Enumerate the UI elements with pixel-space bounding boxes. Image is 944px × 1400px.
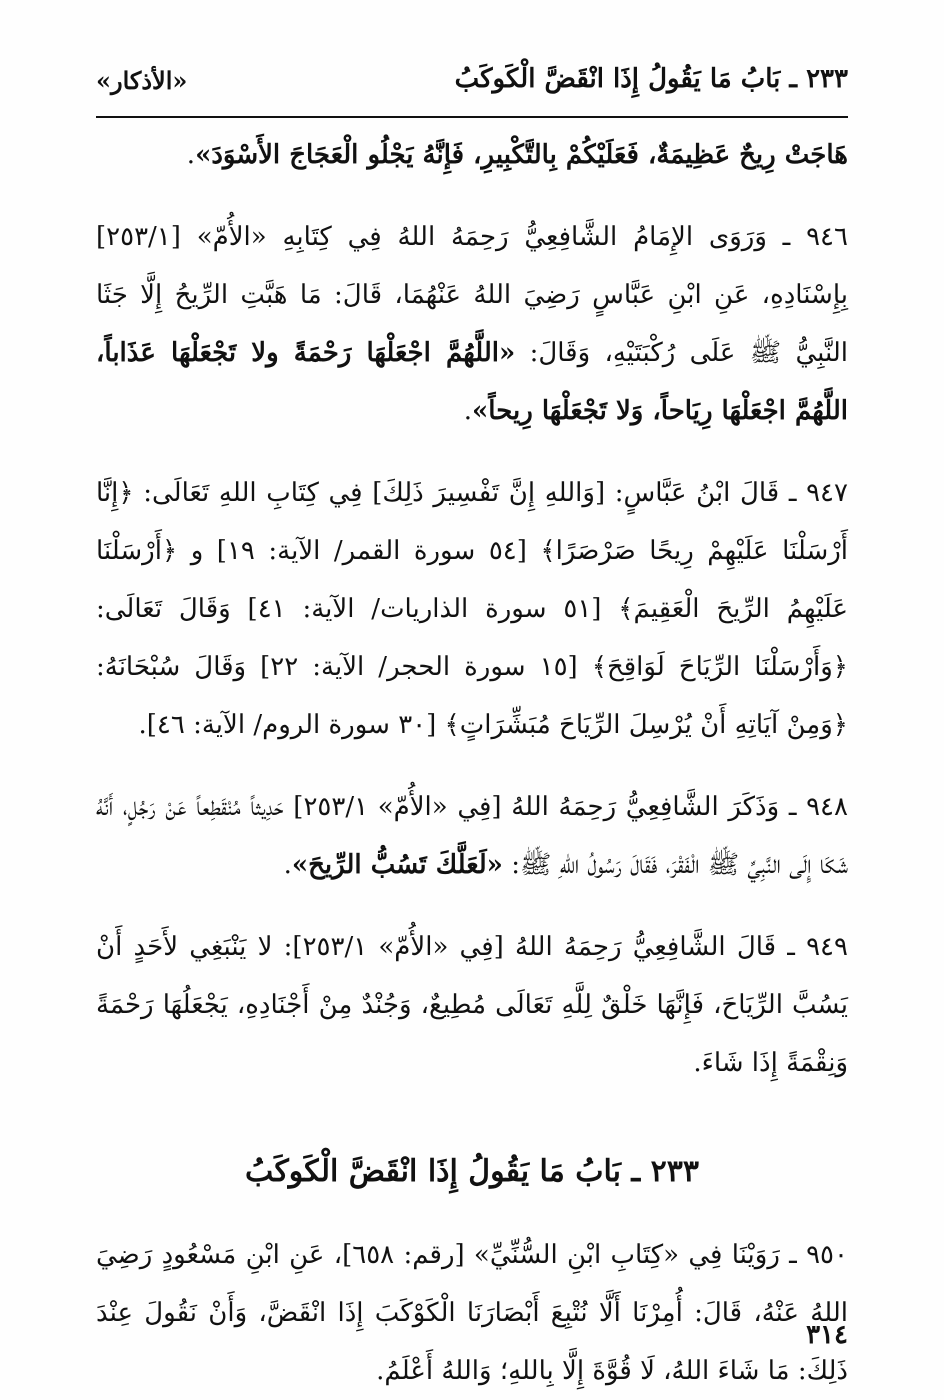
page-number: ٣١٤	[806, 1320, 848, 1350]
header-chapter-title: ٢٣٣ ـ بَابُ مَا يَقُولُ إِذَا انْقَضَّ الْكَوكَبُ	[454, 64, 848, 94]
page-body	[96, 126, 848, 1400]
hadith-text: «اللَّهُمَّ اجْعَلْهَا رَحْمَةً ولا تَجْعَلْهَا عَذَاباً، اللَّهُمَّ اجْعَلْهَا رِيَاحاً، وَلا تَجْعَلْهَا رِيحاً»	[96, 338, 848, 426]
paragraph-continuation	[96, 126, 848, 184]
punctuation: .	[463, 396, 473, 426]
paragraph-950: ٩٥٠ ـ رَوَيْنَا فِي «كِتَابِ ابْنِ السُّنِّيِّ» [رقم: ٦٥٨]، عَنِ ابْنِ مَسْعُودٍ رَضِيَ اللهُ عَنْهُ، قَالَ: أُمِرْنَا أَلَّا نُتْبِعَ أَبْصَارَنَا الْكَوْكَبَ إِذَا انْقَضَّ، وَأَنْ نَقُولَ عِنْدَ ذَلِكَ: مَا شَاءَ اللهُ، لَا قُوَّةَ إِلَّا بِاللهِ؛ وَاللهُ أَعْلَمُ.	[96, 1240, 848, 1386]
narration-text: ٩٤٦ ـ وَرَوَى الإِمَامُ الشَّافِعِيُّ رَحِمَهُ اللهُ فِي كِتَابِهِ «الأُمّ» [٢٥٣/١] بِإِسْنَادِهِ، عَنِ ابْنِ عَبَّاسٍ رَضِيَ اللهُ عَنْهُمَا، قَالَ: مَا هَبَّتِ الرِّيحُ إِلَّا جَثَا النَّبِيُّ ﷺ عَلَى رُكْبَتَيْهِ، وَقَالَ:	[96, 222, 848, 368]
paragraph-947: ٩٤٧ ـ قَالَ ابْنُ عَبَّاسٍ: [وَاللهِ إِنَّ تَفْسِيرَ ذَلِكَ] فِي كِتَابِ اللهِ تَعَالَى: ﴿إِنَّا أَرْسَلْنَا عَلَيْهِمْ رِيحًا صَرْصَرًا﴾ [٥٤ سورة القمر/ الآية: ١٩] و ﴿أَرْسَلْنَا عَلَيْهِمُ الرِّيحَ الْعَقِيمَ﴾ [٥١ سورة الذاريات/ الآية: ٤١] وَقَالَ تَعَالَى: ﴿وَأَرْسَلْنَا الرِّيَاحَ لَوَاقِحَ﴾ [١٥ سورة الحجر/ الآية: ٢٢] وَقَالَ سُبْحَانَهُ: ﴿وَمِنْ آيَاتِهِ أَنْ يُرْسِلَ الرِّيَاحَ مُبَشِّرَاتٍ﴾ [٣٠ سورة الروم/ الآية: ٤٦].	[96, 478, 849, 740]
chapter-heading: ٢٣٣ ـ بَابُ مَا يَقُولُ إِذَا انْقَضَّ الْكَوكَبُ	[245, 1154, 699, 1189]
hadith-text: «لَعَلَّكَ تَسُبُّ الرِّيحَ»	[291, 850, 503, 880]
hadith-text: هَاجَتْ رِيحٌ عَظِيمَةٌ، فَعَلَيْكُمْ بِالتَّكْبِيرِ، فَإِنَّهُ يَجْلُو الْعَجَاجَ الأَسْوَدَ»	[195, 140, 848, 170]
paragraph-946	[96, 208, 848, 440]
narration-text: ٩٤٨ ـ وَذَكَرَ الشَّافِعِيُّ رَحِمَهُ اللهُ [فِي «الأُمّ» ٢٥٣/١] حَدِيثاً مُنْقَطِعاً عَنْ رَجُلٍ، أَنَّهُ شَكَا إِلَى النَّبِيِّ ﷺ الْفَقْرَ، فَقَالَ رَسُولُ اللهِ ﷺ:	[96, 792, 848, 880]
running-header	[96, 58, 848, 114]
punctuation: .	[186, 140, 196, 170]
book-title: «الأذكار»	[96, 66, 188, 95]
paragraph-948	[96, 778, 848, 894]
header-rule	[96, 116, 848, 118]
punctuation: .	[283, 850, 292, 880]
paragraph-949: ٩٤٩ ـ قَالَ الشَّافِعِيُّ رَحِمَهُ اللهُ [فِي «الأُمّ» ٢٥٣/١]: لا يَنْبَغِي لأَحَدٍ أَنْ يَسُبَّ الرِّيَاحَ، فَإِنَّهَا خَلْقٌ لِلَّهِ تَعَالَى مُطِيعٌ، وَجُنْدٌ مِنْ أَجْنَادِهِ، يَجْعَلُهَا رَحْمَةً وَنِقْمَةً إِذَا شَاءَ.	[96, 932, 848, 1078]
